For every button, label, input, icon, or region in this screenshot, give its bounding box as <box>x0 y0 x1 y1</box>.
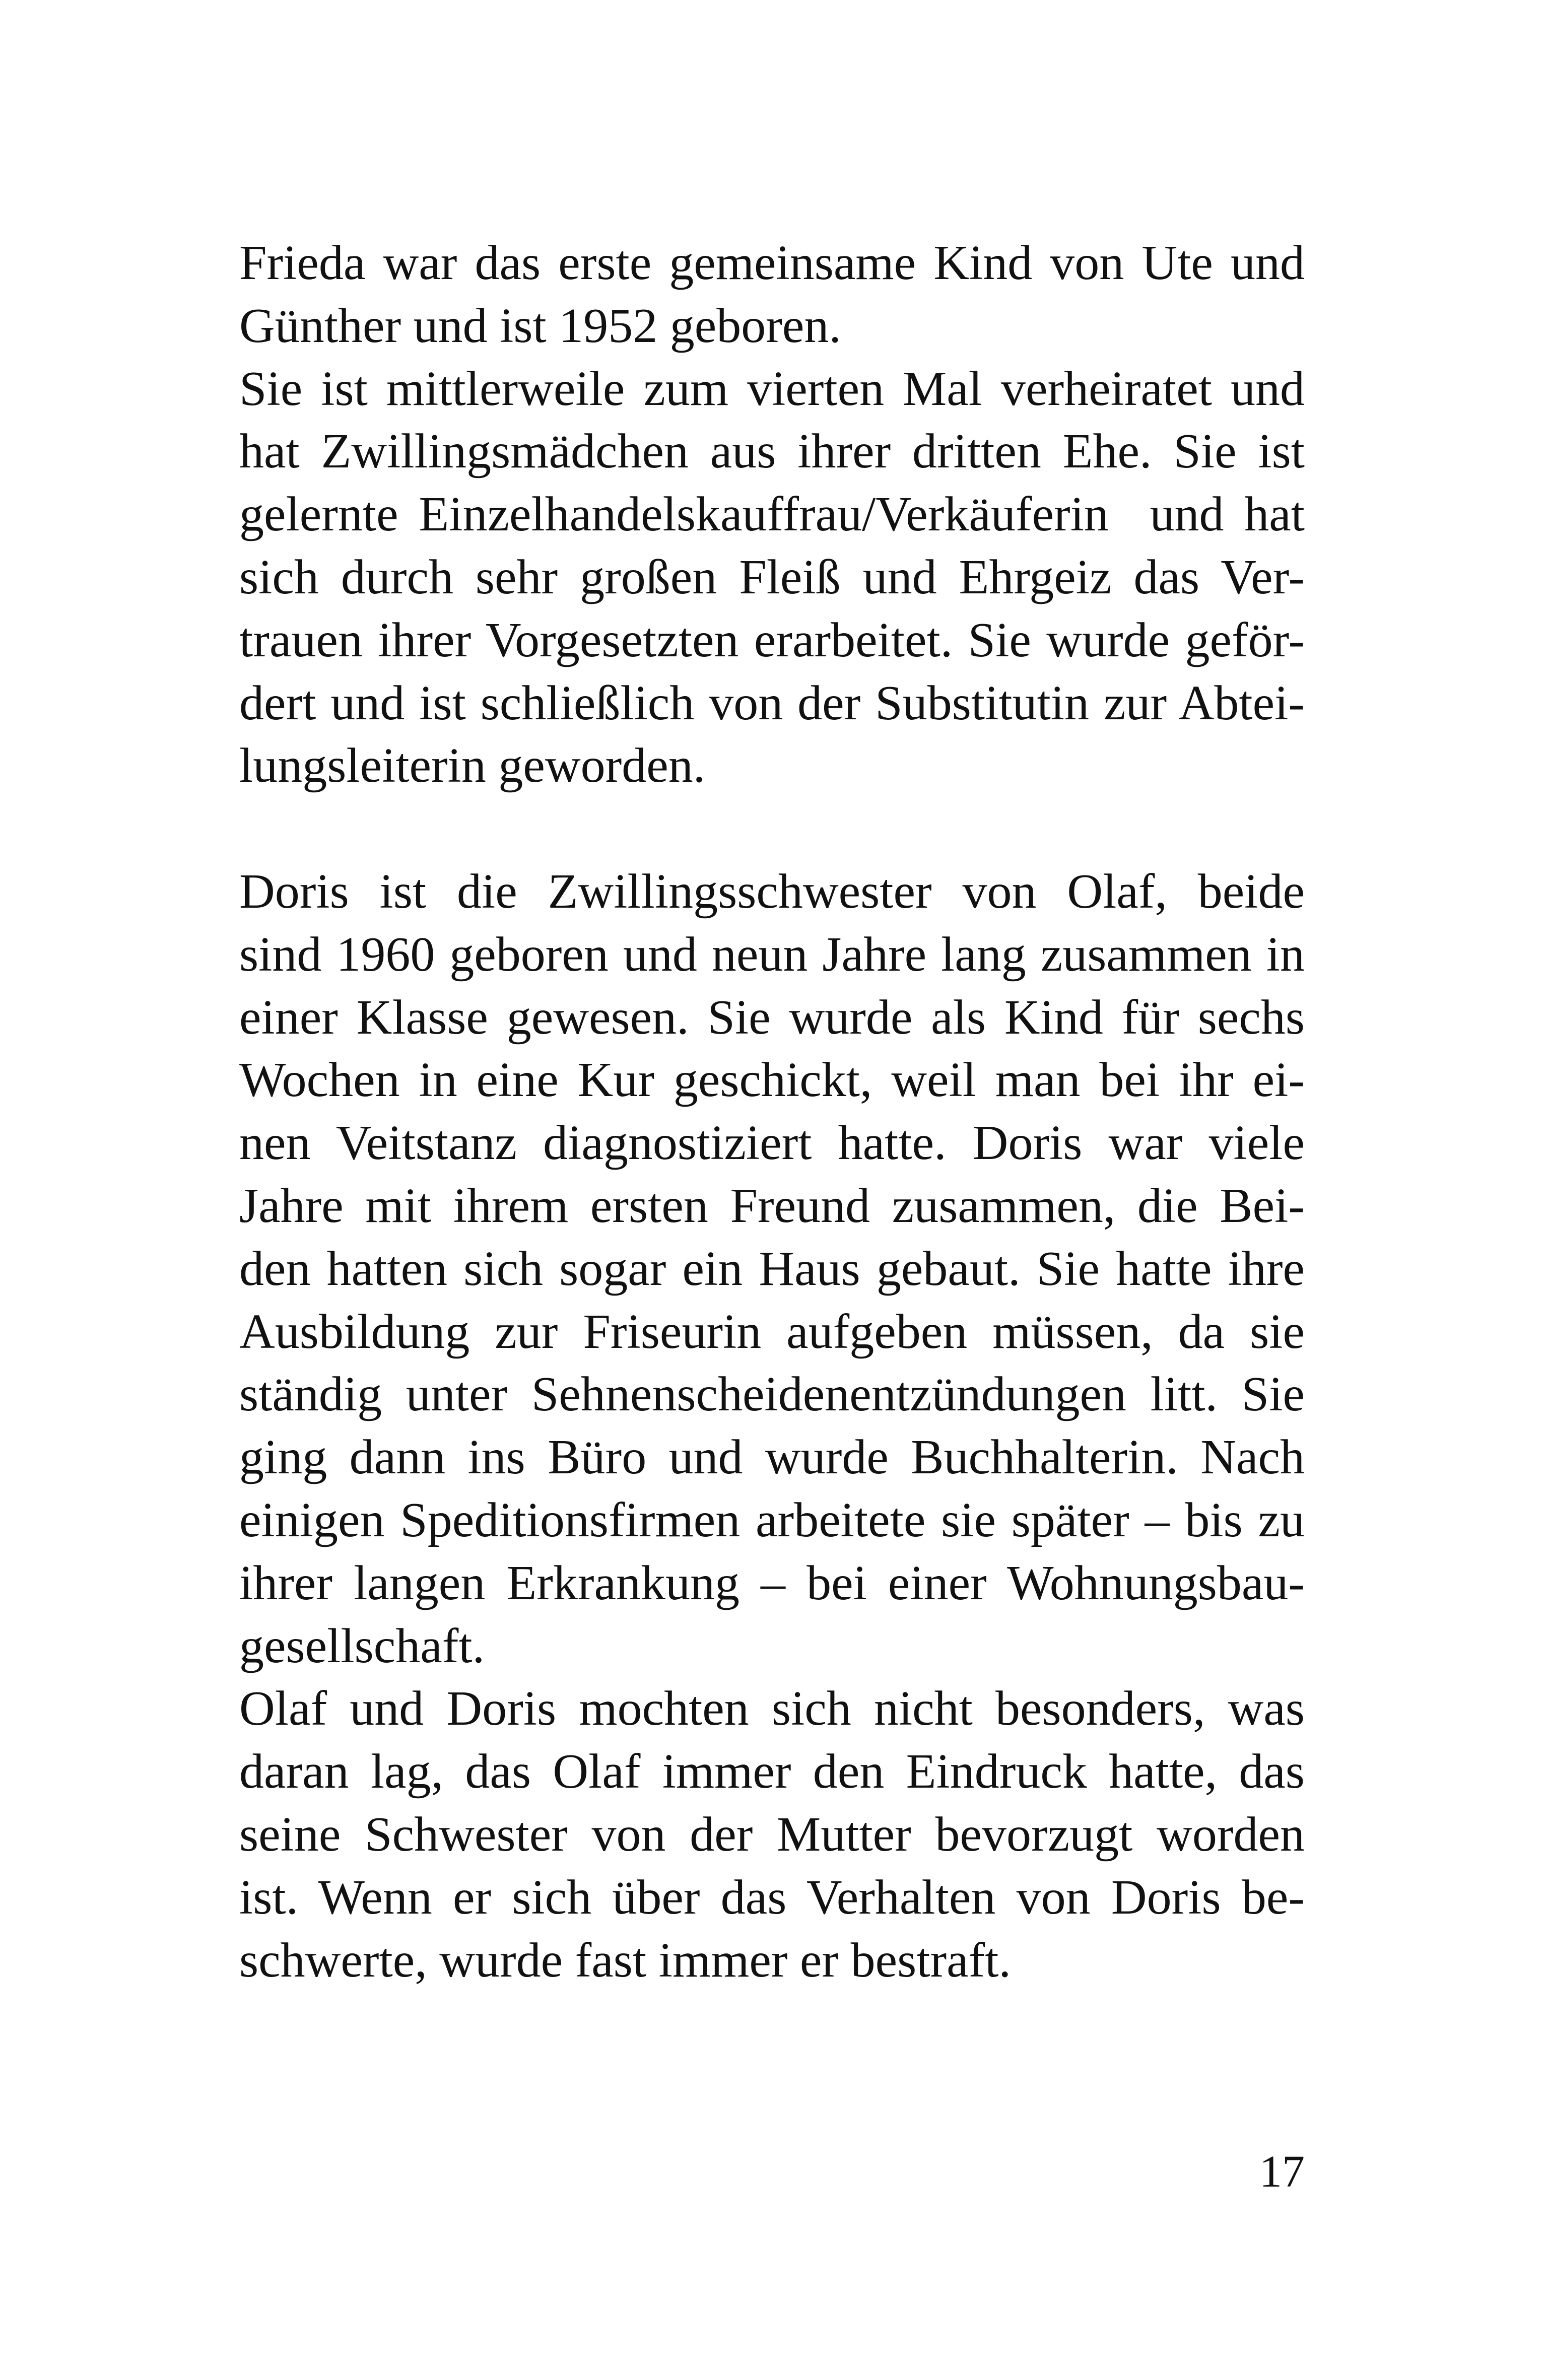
page-number: 17 <box>1259 2147 1305 2197</box>
text-line: lungsleiterin geworden. <box>239 738 706 793</box>
paragraph-gap <box>239 797 1305 860</box>
text-line: Sie ist mittlerweile zum vierten Mal verheiratet und <box>239 361 1305 416</box>
text-line: hat Zwillingsmädchen aus ihrer dritten Ehe. Sie ist <box>239 424 1305 479</box>
text-line: daran lag, das Olaf immer den Eindruck hatte, das <box>239 1744 1305 1799</box>
text-line: Doris ist die Zwillingsschwester von Olaf, beide <box>239 864 1305 919</box>
text-line: schwerte, wurde fast immer er bestraft. <box>239 1933 1011 1988</box>
text-line: ihrer langen Erkrankung – bei einer Wohnungsbau- <box>239 1555 1305 1610</box>
text-line: Günther und ist 1952 geboren. <box>239 298 841 353</box>
text-line: sind 1960 geboren und neun Jahre lang zusammen in <box>239 927 1305 982</box>
text-line: Olaf und Doris mochten sich nicht besonders, was <box>239 1681 1305 1736</box>
text-line: ging dann ins Büro und wurde Buchhalterin. Nach <box>239 1430 1305 1485</box>
text-line: Ausbildung zur Friseurin aufgeben müssen, da sie <box>239 1304 1305 1359</box>
text-line: ständig unter Sehnenscheidenentzündungen litt. Sie <box>239 1367 1305 1422</box>
text-line: einigen Speditionsfirmen arbeitete sie später – bis zu <box>239 1492 1305 1547</box>
text-line: den hatten sich sogar ein Haus gebaut. Sie hatte ihre <box>239 1241 1305 1296</box>
text-line: nen Veitstanz diagnostiziert hatte. Doris war viele <box>239 1116 1305 1171</box>
text-line: Frieda war das erste gemeinsame Kind von Ute und <box>239 236 1305 290</box>
text-line: seine Schwester von der Mutter bevorzugt worden <box>239 1807 1305 1862</box>
text-line: ist. Wenn er sich über das Verhalten von Doris be- <box>239 1870 1305 1925</box>
text-line: Jahre mit ihrem ersten Freund zusammen, die Bei- <box>239 1178 1305 1233</box>
text-line: Wochen in eine Kur geschickt, weil man bei ihr ei- <box>239 1053 1305 1108</box>
text-line: einer Klasse gewesen. Sie wurde als Kind für sechs <box>239 990 1305 1045</box>
body-text <box>239 232 1305 1992</box>
text-line: gelernte Einzelhandelskauffrau/Verkäuferin und hat <box>239 487 1305 542</box>
text-line: gesellschaft. <box>239 1618 485 1673</box>
text-line: dert und ist schließlich von der Substitutin zur Abtei- <box>239 675 1305 730</box>
text-line: trauen ihrer Vorgesetzten erarbeitet. Sie wurde geför- <box>239 613 1305 667</box>
text-line: sich durch sehr großen Fleiß und Ehrgeiz das Ver- <box>239 550 1305 604</box>
